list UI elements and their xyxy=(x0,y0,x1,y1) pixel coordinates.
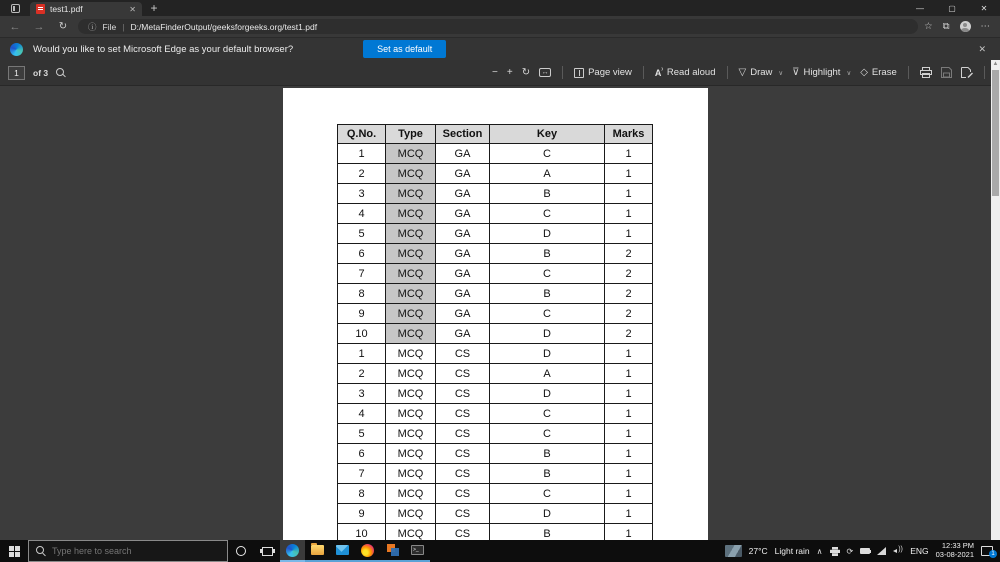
table-cell: 1 xyxy=(605,404,653,424)
table-cell: GA xyxy=(436,184,490,204)
tab-close-icon[interactable]: ✕ xyxy=(129,4,136,14)
print-button[interactable] xyxy=(920,67,932,78)
firefox-icon xyxy=(361,544,374,557)
table-row xyxy=(338,224,653,244)
table-cell: 2 xyxy=(605,304,653,324)
taskbar-app-vmware[interactable] xyxy=(380,540,405,562)
table-row xyxy=(338,504,653,524)
column-header: Q.No. xyxy=(338,125,386,144)
table-row xyxy=(338,244,653,264)
draw-label: Draw xyxy=(750,67,773,78)
table-cell: 8 xyxy=(338,284,386,304)
scrollbar-thumb[interactable] xyxy=(992,70,999,196)
page-view-button[interactable] xyxy=(574,67,632,78)
sync-tray-icon[interactable]: ⟳ xyxy=(846,546,854,556)
weather-condition[interactable]: Light rain xyxy=(774,546,810,556)
table-cell: MCQ xyxy=(386,164,436,184)
url-input[interactable] xyxy=(78,19,918,34)
table-cell: GA xyxy=(436,244,490,264)
printer-tray-icon[interactable] xyxy=(830,547,840,556)
toolbar-divider xyxy=(643,66,644,79)
table-cell: 2 xyxy=(338,364,386,384)
table-cell: MCQ xyxy=(386,184,436,204)
toolbar-divider xyxy=(727,66,728,79)
table-cell: GA xyxy=(436,224,490,244)
table-row xyxy=(338,144,653,164)
table-row xyxy=(338,324,653,344)
start-button[interactable] xyxy=(0,540,28,562)
table-cell: D xyxy=(490,384,605,404)
scroll-up-icon[interactable]: ▲ xyxy=(992,61,999,67)
table-row xyxy=(338,164,653,184)
table-row xyxy=(338,304,653,324)
taskbar-search-box[interactable] xyxy=(28,540,228,562)
terminal-icon: >_ xyxy=(411,545,424,555)
table-cell: 5 xyxy=(338,224,386,244)
table-cell: CS xyxy=(436,464,490,484)
erase-button[interactable] xyxy=(860,67,897,78)
rotate-button[interactable]: ↻ xyxy=(521,67,531,78)
table-cell: 1 xyxy=(605,344,653,364)
vmware-icon xyxy=(387,544,399,556)
notification-close-icon[interactable]: ✕ xyxy=(978,43,986,54)
table-cell: D xyxy=(490,324,605,344)
table-cell: 7 xyxy=(338,264,386,284)
set-as-default-button[interactable]: Set as default xyxy=(363,40,446,58)
table-cell: 2 xyxy=(605,264,653,284)
maximize-button[interactable]: ▢ xyxy=(948,3,956,13)
minimize-button[interactable]: — xyxy=(916,3,924,13)
table-cell: D xyxy=(490,344,605,364)
table-cell: 1 xyxy=(605,444,653,464)
url-text: D:/MetaFinderOutput/geeksforgeeks.org/test1.pdf xyxy=(130,21,318,32)
edge-icon xyxy=(286,544,299,557)
table-cell: 1 xyxy=(338,144,386,164)
table-cell: MCQ xyxy=(386,384,436,404)
file-explorer-icon xyxy=(311,545,324,555)
taskbar-app-terminal[interactable] xyxy=(405,540,430,562)
table-cell: MCQ xyxy=(386,284,436,304)
table-cell: 2 xyxy=(605,284,653,304)
table-cell: MCQ xyxy=(386,464,436,484)
volume-icon[interactable] xyxy=(893,547,903,556)
table-cell: MCQ xyxy=(386,424,436,444)
table-cell: 10 xyxy=(338,524,386,541)
table-cell: CS xyxy=(436,424,490,444)
page-view-label: Page view xyxy=(588,67,632,78)
table-row xyxy=(338,484,653,504)
pdf-page-navigation xyxy=(0,66,66,80)
pdf-page xyxy=(283,88,708,540)
table-cell: MCQ xyxy=(386,324,436,344)
table-cell: B xyxy=(490,524,605,541)
table-cell: CS xyxy=(436,484,490,504)
table-cell: 1 xyxy=(605,184,653,204)
notification-message: Would you like to set Microsoft Edge as your default browser? xyxy=(33,43,294,55)
table-cell: 1 xyxy=(605,164,653,184)
table-cell: 2 xyxy=(605,244,653,264)
table-cell: MCQ xyxy=(386,524,436,541)
table-row xyxy=(338,384,653,404)
table-cell: 1 xyxy=(605,424,653,444)
task-view-icon xyxy=(262,547,273,556)
table-cell: C xyxy=(490,304,605,324)
table-cell: 1 xyxy=(338,344,386,364)
table-cell: C xyxy=(490,404,605,424)
profile-avatar[interactable] xyxy=(960,21,971,32)
highlighter-icon: ⊽ xyxy=(792,67,800,78)
table-cell: 9 xyxy=(338,504,386,524)
table-cell: 1 xyxy=(605,204,653,224)
settings-more-icon[interactable]: ⋯ xyxy=(980,21,990,32)
address-bar xyxy=(0,16,1000,37)
table-cell: 5 xyxy=(338,424,386,444)
table-cell: 1 xyxy=(605,364,653,384)
table-row xyxy=(338,404,653,424)
table-cell: 8 xyxy=(338,484,386,504)
tray-date: 03-08-2021 xyxy=(935,550,974,559)
browser-tab-test1-pdf[interactable] xyxy=(30,2,142,16)
table-cell: CS xyxy=(436,404,490,424)
default-browser-notification xyxy=(0,37,1000,60)
address-bar-actions xyxy=(924,21,994,32)
weather-icon[interactable] xyxy=(725,545,742,557)
url-separator: | xyxy=(122,21,125,32)
table-cell: 1 xyxy=(605,384,653,404)
table-cell: CS xyxy=(436,344,490,364)
table-cell: C xyxy=(490,264,605,284)
pdf-tools xyxy=(492,66,1000,80)
table-cell: C xyxy=(490,484,605,504)
save-button xyxy=(941,67,952,78)
table-cell: D xyxy=(490,504,605,524)
column-header: Key xyxy=(490,125,605,144)
weather-temperature[interactable]: 27°C xyxy=(748,546,768,556)
highlight-button[interactable] xyxy=(792,67,851,78)
windows-logo-icon xyxy=(9,546,20,557)
table-cell: GA xyxy=(436,164,490,184)
table-cell: 1 xyxy=(605,504,653,524)
table-cell: MCQ xyxy=(386,444,436,464)
table-cell: 2 xyxy=(338,164,386,184)
table-cell: B xyxy=(490,244,605,264)
table-cell: MCQ xyxy=(386,224,436,244)
table-row xyxy=(338,264,653,284)
windows-taskbar xyxy=(0,540,1000,562)
read-aloud-button[interactable] xyxy=(655,67,716,78)
browser-titlebar xyxy=(0,0,1000,16)
table-cell: MCQ xyxy=(386,244,436,264)
taskbar-app-file-explorer[interactable] xyxy=(305,540,330,562)
table-cell: MCQ xyxy=(386,484,436,504)
table-cell: CS xyxy=(436,444,490,464)
action-center-icon[interactable] xyxy=(981,546,993,556)
task-view-button[interactable] xyxy=(254,540,280,562)
table-cell: GA xyxy=(436,204,490,224)
table-row xyxy=(338,204,653,224)
column-header: Type xyxy=(386,125,436,144)
edge-logo-icon xyxy=(10,43,23,56)
page-number-input[interactable] xyxy=(8,66,25,80)
new-tab-button[interactable]: + xyxy=(150,1,158,15)
clock[interactable] xyxy=(936,542,974,559)
table-cell: 9 xyxy=(338,304,386,324)
draw-chevron-icon[interactable]: ∨ xyxy=(778,69,784,77)
zoom-in-button[interactable]: + xyxy=(506,67,513,78)
table-cell: CS xyxy=(436,364,490,384)
vertical-tabs-icon xyxy=(11,4,20,13)
mail-icon xyxy=(336,545,349,555)
table-cell: A xyxy=(490,164,605,184)
table-cell: 1 xyxy=(605,484,653,504)
battery-icon[interactable] xyxy=(860,548,870,554)
url-scheme-label: File xyxy=(102,21,117,32)
table-cell: MCQ xyxy=(386,504,436,524)
system-tray xyxy=(725,540,1000,562)
page-info-icon[interactable]: ⓘ xyxy=(88,21,97,32)
table-cell: 4 xyxy=(338,204,386,224)
tab-actions-menu-button[interactable] xyxy=(0,0,30,16)
read-aloud-icon: A⁾ xyxy=(654,68,663,78)
table-cell: CS xyxy=(436,384,490,404)
table-cell: 1 xyxy=(605,144,653,164)
table-row xyxy=(338,444,653,464)
toolbar-divider xyxy=(562,66,563,79)
table-cell: GA xyxy=(436,264,490,284)
table-row xyxy=(338,364,653,384)
table-cell: C xyxy=(490,204,605,224)
table-cell: GA xyxy=(436,144,490,164)
table-cell: 10 xyxy=(338,324,386,344)
window-controls xyxy=(904,0,1000,16)
column-header: Section xyxy=(436,125,490,144)
table-cell: 7 xyxy=(338,464,386,484)
table-cell: GA xyxy=(436,284,490,304)
taskbar-app-edge[interactable] xyxy=(280,540,305,562)
table-cell: 4 xyxy=(338,404,386,424)
cortana-icon xyxy=(236,546,246,556)
table-cell: MCQ xyxy=(386,344,436,364)
collections-icon[interactable]: ⧉ xyxy=(942,21,950,32)
taskbar-search-input[interactable] xyxy=(52,546,202,556)
pdf-file-icon xyxy=(36,4,45,14)
column-header: Marks xyxy=(605,125,653,144)
table-cell: B xyxy=(490,444,605,464)
zoom-out-button[interactable]: − xyxy=(492,67,498,78)
save-as-button[interactable] xyxy=(961,67,973,78)
table-row xyxy=(338,344,653,364)
forward-button[interactable]: → xyxy=(33,20,45,33)
taskbar-app-firefox[interactable] xyxy=(355,540,380,562)
read-aloud-label: Read aloud xyxy=(666,67,716,78)
table-cell: C xyxy=(490,144,605,164)
draw-pen-icon: ▽ xyxy=(738,67,747,78)
favorites-star-icon[interactable]: ☆ xyxy=(924,21,933,32)
language-indicator[interactable]: ENG xyxy=(910,546,929,556)
table-cell: A xyxy=(490,364,605,384)
show-hidden-icons-chevron[interactable]: ∧ xyxy=(816,546,823,556)
erase-label: Erase xyxy=(871,67,897,78)
back-button[interactable]: ← xyxy=(9,20,21,33)
search-document-icon[interactable] xyxy=(56,68,66,78)
table-row xyxy=(338,524,653,541)
table-row xyxy=(338,184,653,204)
taskbar-app-mail[interactable] xyxy=(330,540,355,562)
table-cell: CS xyxy=(436,524,490,541)
highlight-chevron-icon[interactable]: ∨ xyxy=(846,69,852,77)
table-header-row xyxy=(338,125,653,144)
table-cell: 3 xyxy=(338,384,386,404)
page-count-label: of 3 xyxy=(33,67,49,78)
table-cell: 6 xyxy=(338,444,386,464)
table-row xyxy=(338,424,653,444)
table-cell: MCQ xyxy=(386,304,436,324)
highlight-label: Highlight xyxy=(803,67,841,78)
table-row xyxy=(338,284,653,304)
tray-time: 12:33 PM xyxy=(941,541,974,551)
toolbar-divider xyxy=(908,66,909,79)
toolbar-divider xyxy=(984,66,985,79)
table-row xyxy=(338,464,653,484)
table-cell: 1 xyxy=(605,524,653,541)
notification-badge: 1 xyxy=(989,550,997,558)
table-cell: MCQ xyxy=(386,404,436,424)
table-cell: B xyxy=(490,184,605,204)
vertical-scrollbar[interactable] xyxy=(991,60,1000,540)
search-icon xyxy=(36,546,46,556)
answer-key-table xyxy=(337,124,653,540)
table-cell: MCQ xyxy=(386,364,436,384)
table-cell: B xyxy=(490,464,605,484)
table-cell: C xyxy=(490,424,605,444)
table-cell: 1 xyxy=(605,224,653,244)
pdf-toolbar xyxy=(0,60,991,86)
eraser-icon: ◇ xyxy=(860,67,868,78)
table-cell: D xyxy=(490,224,605,244)
table-cell: CS xyxy=(436,504,490,524)
draw-button[interactable] xyxy=(739,67,784,78)
table-cell: GA xyxy=(436,324,490,344)
table-cell: 1 xyxy=(605,464,653,484)
page-view-icon xyxy=(574,68,584,78)
table-cell: 3 xyxy=(338,184,386,204)
tab-title: test1.pdf xyxy=(50,4,83,14)
cortana-button[interactable] xyxy=(228,540,254,562)
network-icon[interactable] xyxy=(877,547,886,555)
table-cell: B xyxy=(490,284,605,304)
table-cell: GA xyxy=(436,304,490,324)
table-cell: MCQ xyxy=(386,204,436,224)
refresh-button[interactable]: ↻ xyxy=(58,21,68,32)
table-cell: MCQ xyxy=(386,144,436,164)
table-cell: 6 xyxy=(338,244,386,264)
fit-to-width-button[interactable]: ↔ xyxy=(539,68,551,77)
table-cell: MCQ xyxy=(386,264,436,284)
table-cell: 2 xyxy=(605,324,653,344)
close-window-button[interactable]: ✕ xyxy=(980,3,988,13)
pdf-content-area[interactable] xyxy=(0,86,1000,540)
